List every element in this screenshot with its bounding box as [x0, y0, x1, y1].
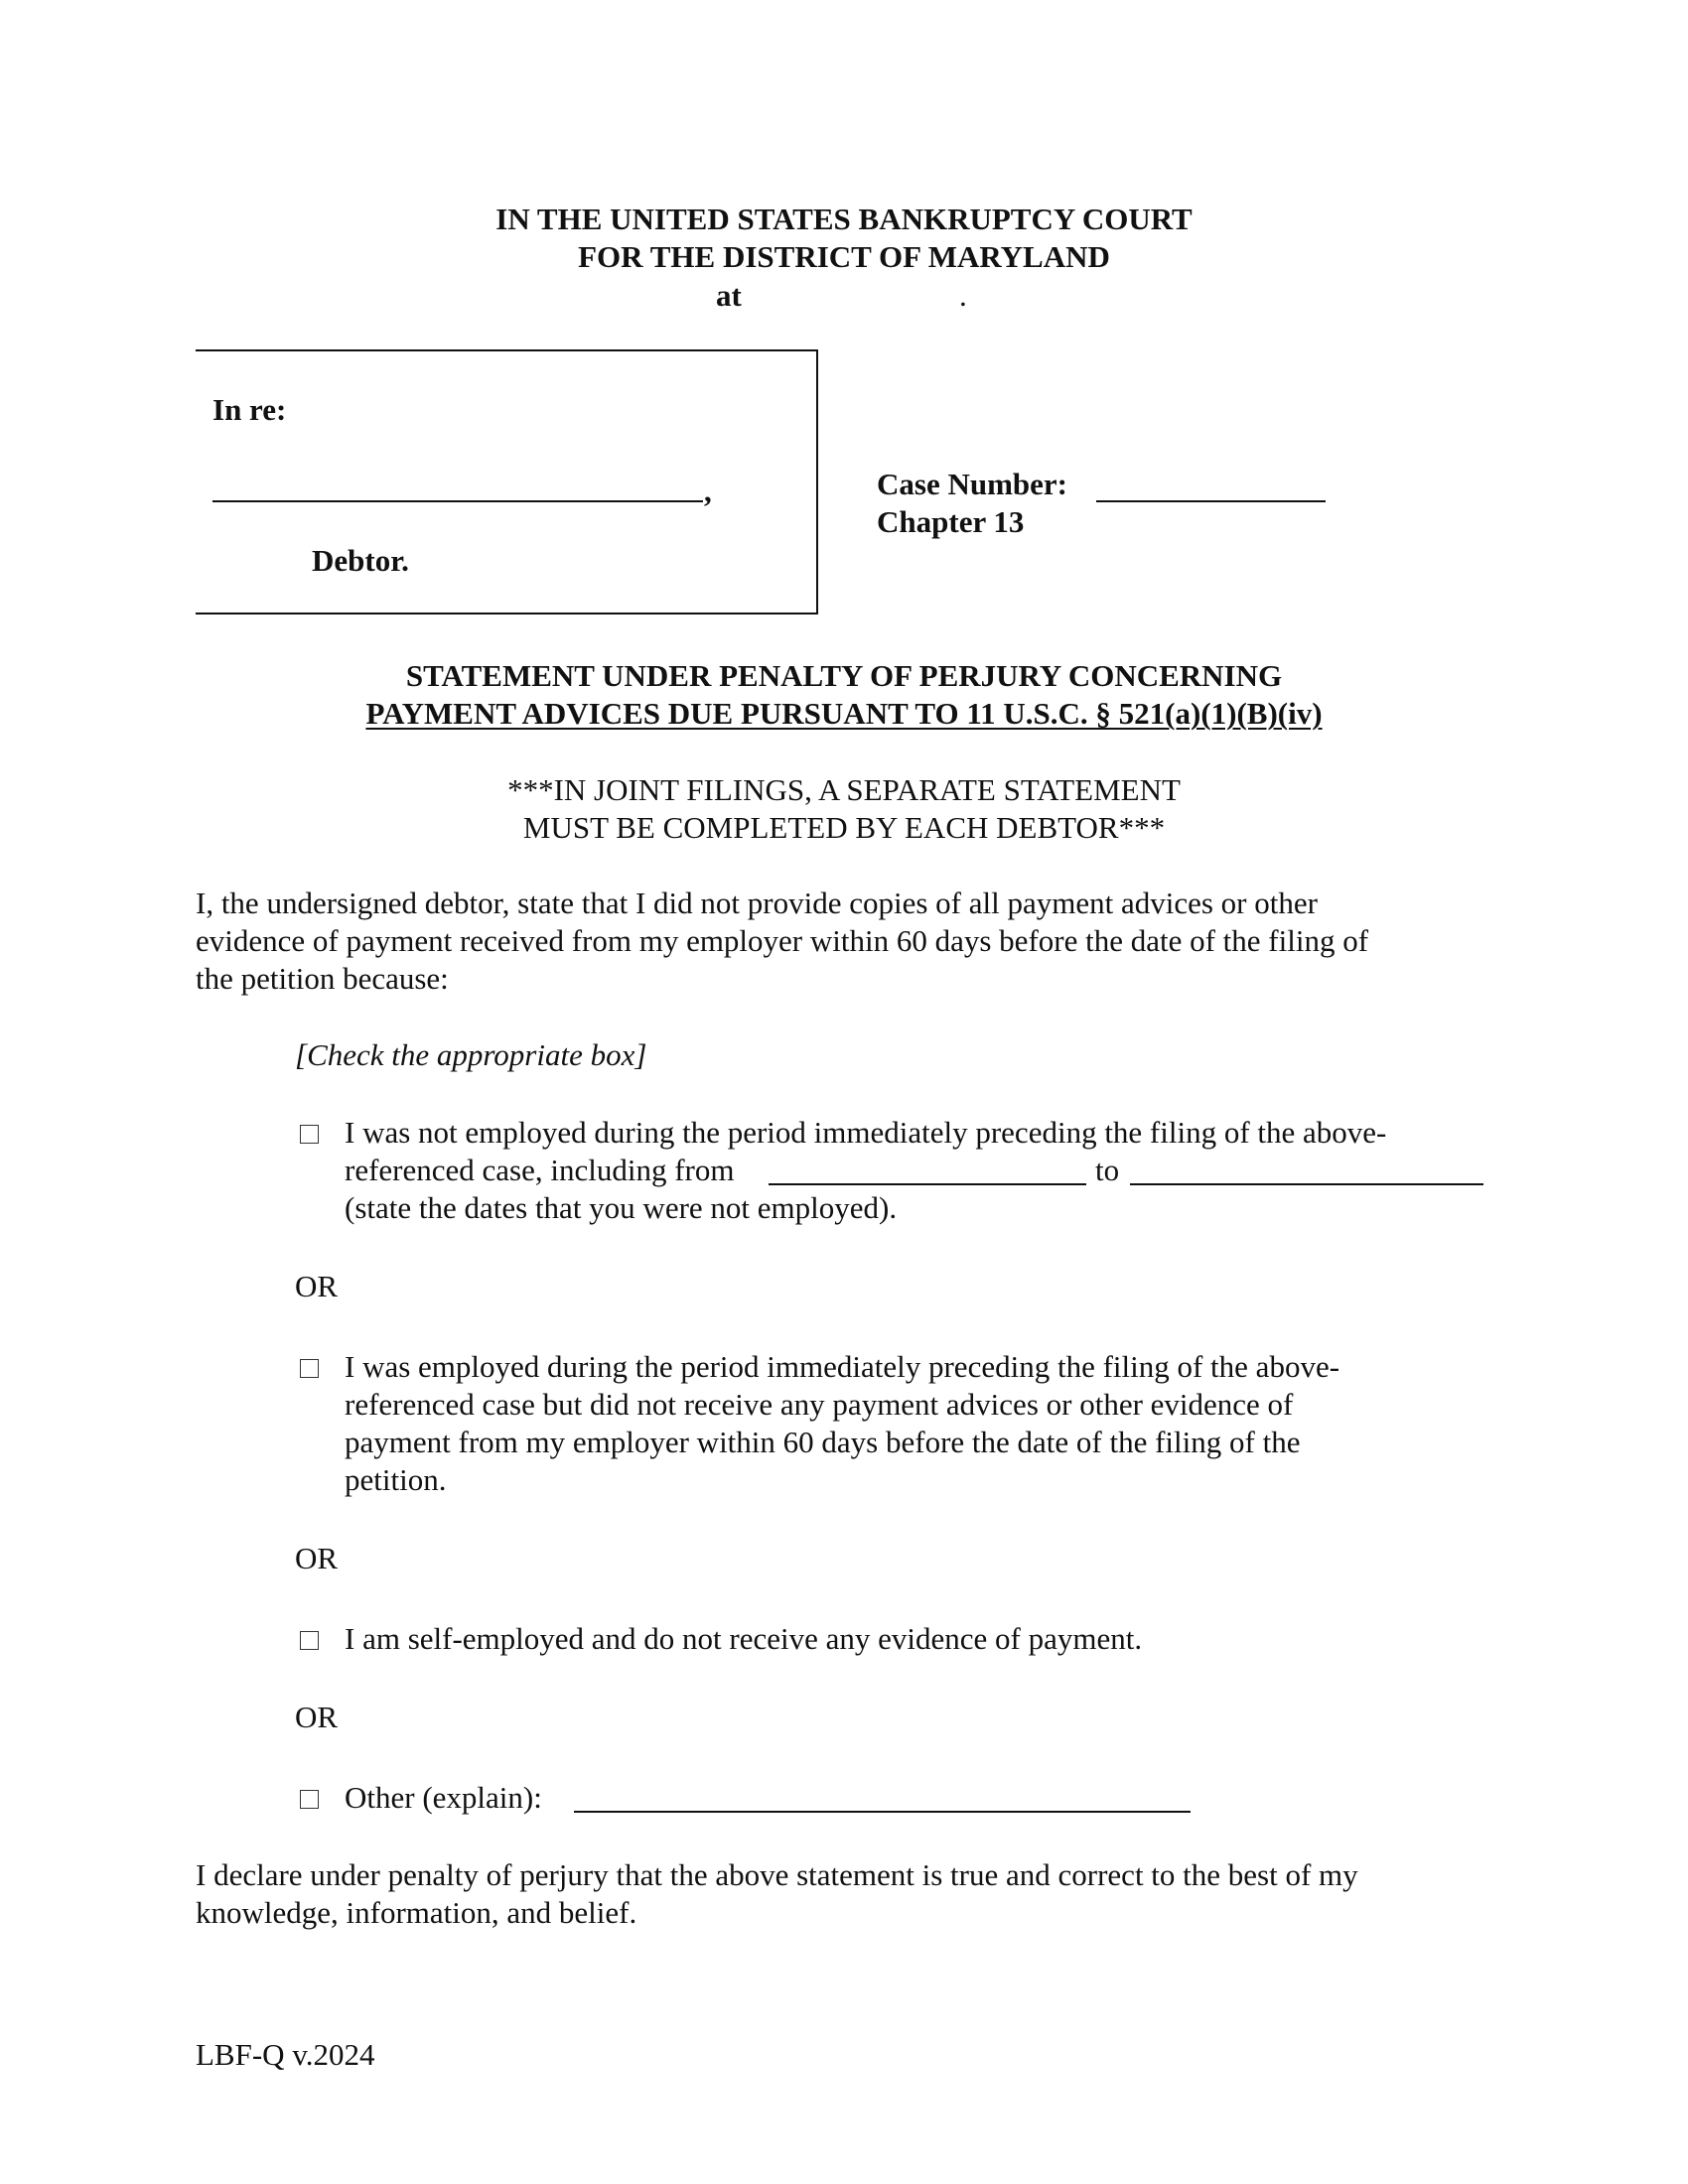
- debtor-name-field[interactable]: [212, 473, 703, 502]
- option-not-employed-checkbox[interactable]: [300, 1125, 319, 1144]
- statement-title-line2-wrap: [0, 694, 1688, 733]
- not-employed-to-date-field[interactable]: [1130, 1161, 1483, 1185]
- option-not-employed-line2a: referenced case, including from: [345, 1153, 735, 1187]
- other-explanation-field[interactable]: [574, 1789, 1191, 1813]
- option-not-employed-line1: I was not employed during the period immediately preceding the filing of the above-: [345, 1115, 1387, 1150]
- in-re-label: In re:: [212, 392, 287, 427]
- or-separator-1: OR: [295, 1269, 339, 1303]
- option-employed-line4: petition.: [345, 1462, 447, 1497]
- or-separator-3: OR: [295, 1700, 339, 1734]
- option-employed-line2: referenced case but did not receive any payment advices or other evidence of: [345, 1387, 1294, 1422]
- option-not-employed-line3: (state the dates that you were not employed).: [345, 1190, 898, 1225]
- court-location-period: .: [959, 278, 967, 313]
- debtor-name-comma: ,: [704, 474, 712, 508]
- option-self-employed-checkbox[interactable]: [300, 1631, 319, 1650]
- or-separator-2: OR: [295, 1541, 339, 1575]
- option-self-employed-line1: I am self-employed and do not receive any evidence of payment.: [345, 1621, 1143, 1656]
- declaration-line2: knowledge, information, and belief.: [196, 1895, 637, 1930]
- court-location-label: at: [716, 278, 742, 313]
- case-number-label: Case Number:: [877, 467, 1067, 501]
- option-employed-line1: I was employed during the period immediately preceding the filing of the above-: [345, 1349, 1340, 1384]
- debtor-label: Debtor.: [312, 543, 409, 578]
- option-employed-no-advices-checkbox[interactable]: [300, 1359, 319, 1378]
- joint-filing-notice-line1: ***IN JOINT FILINGS, A SEPARATE STATEMENT: [507, 772, 1181, 807]
- not-employed-from-date-field[interactable]: [769, 1161, 1086, 1185]
- form-identifier: LBF-Q v.2024: [196, 2037, 375, 2072]
- declaration-line1: I declare under penalty of perjury that the above statement is true and correct to the best of my: [196, 1857, 1358, 1892]
- option-other-checkbox[interactable]: [300, 1790, 319, 1809]
- intro-line1: I, the undersigned debtor, state that I did not provide copies of all payment advices or other: [196, 886, 1318, 920]
- court-heading-line2: FOR THE DISTRICT OF MARYLAND: [578, 239, 1110, 274]
- intro-line3: the petition because:: [196, 961, 449, 996]
- case-number-field[interactable]: [1096, 475, 1326, 502]
- statement-title-line1: STATEMENT UNDER PENALTY OF PERJURY CONCERNING: [405, 658, 1283, 693]
- joint-filing-notice-line2: MUST BE COMPLETED BY EACH DEBTOR***: [522, 810, 1166, 845]
- option-other-label: Other (explain):: [345, 1780, 542, 1815]
- statement-title-line2: PAYMENT ADVICES DUE PURSUANT TO 11 U.S.C. § 521(a)(1)(B)(iv): [365, 696, 1323, 731]
- check-instruction: [Check the appropriate box]: [295, 1037, 647, 1072]
- option-employed-line3: payment from my employer within 60 days before the date of the filing of the: [345, 1425, 1301, 1459]
- court-heading-line1: IN THE UNITED STATES BANKRUPTCY COURT: [495, 202, 1193, 236]
- chapter-label: Chapter 13: [877, 504, 1025, 539]
- intro-line2: evidence of payment received from my employer within 60 days before the date of the filing of: [196, 923, 1369, 958]
- option-not-employed-to: to: [1095, 1153, 1120, 1187]
